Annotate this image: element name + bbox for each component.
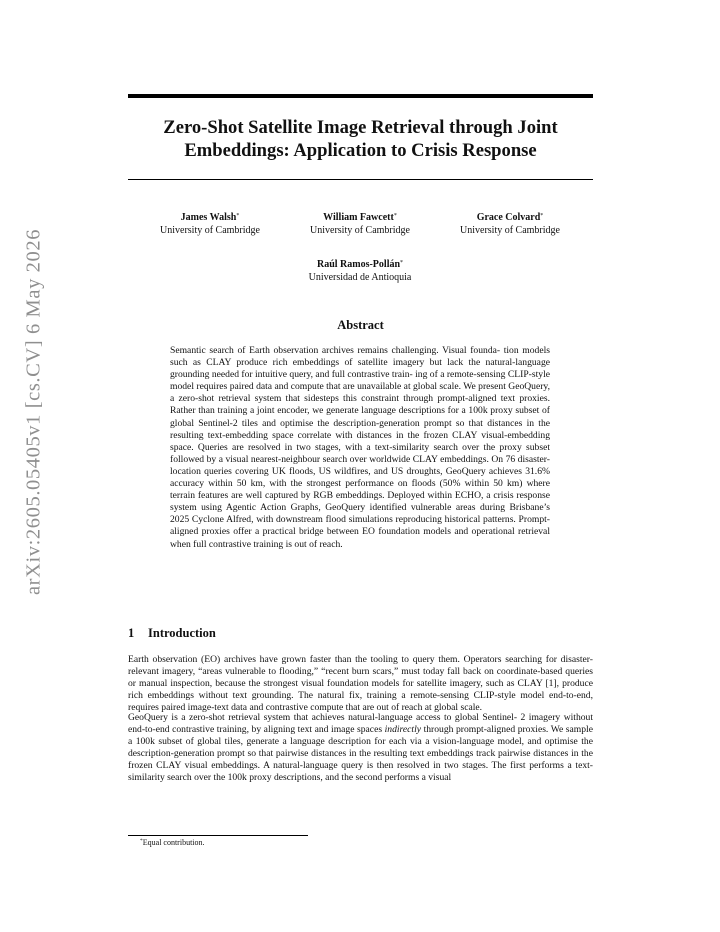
abstract-line: worldwide CLAY embeddings. On 76 disaster-location queries covering UK floods, [170, 453, 550, 477]
paragraph-line: on coordinate-based queries or manual inspection, because the strongest visual foundation models for [128, 666, 594, 690]
abstract-line: Sentinel-2 tiles and optimise the description-generation prompt so that distances in [198, 417, 535, 429]
equal-contribution-mark: * [236, 213, 240, 219]
author-name: Raúl Ramos-Pollán [316, 259, 401, 270]
abstract-line: joint encoder, we generate language descriptions for a 100k proxy subset of global [170, 405, 551, 429]
paragraph-line: CLAY visual embeddings. A natural-language query is then resolved in two stages. The first [156, 760, 526, 772]
paragraph-line: fix, training a remote-sensing CLIP-style model end-to-end, requires paired image-text data and [128, 690, 593, 714]
section-number: 1 [128, 626, 135, 640]
abstract-line: sidesteps this constraint through prompt-aligned text proxies. Rather than training a [170, 393, 550, 417]
abstract-line: the resulting text-embedding space correlate with distances in the frozen CLAY [170, 417, 551, 441]
footnote-mark: * [140, 838, 143, 844]
author-affiliation: University of Cambridge [160, 224, 260, 236]
abstract-text [170, 345, 550, 551]
paragraph-line: Earth observation (EO) archives have grown faster than the tooling to query them. Operators searching [128, 654, 542, 665]
equal-contribution-mark: * [400, 260, 404, 266]
abstract-line: ing of a remote-sensing CLIP-style model requires paired data and compute that are [170, 369, 550, 393]
arxiv-stamp-text: arXiv:2605.05405v1 [cs.CV] 6 May 2026 [22, 228, 45, 596]
abstract-line: foundation models and operational retrieval when full contrastive training is out of [170, 526, 550, 550]
equal-contribution-mark: * [393, 213, 397, 219]
paragraph-line: for disaster-relevant imagery, “areas vulnerable to flooding,” “recent burn scars,” must today fall back [128, 654, 593, 678]
author-affiliation: University of Cambridge [460, 224, 560, 236]
abstract-line: are well captured by RGB embeddings. Deployed within ECHO, a crisis response [231, 490, 550, 502]
author-1 [135, 210, 285, 237]
paragraph-line: through prompt-aligned proxies. We sample a 100k subset of global tiles, generate a language [128, 724, 593, 748]
paragraph-line: contrastive compute that are out of reach at global scale. [265, 702, 483, 714]
author-2 [285, 210, 435, 237]
abstract-line: tion models such as CLAY produce rich embeddings of satellite imagery but lack [170, 345, 550, 369]
paragraph-line: so that pairwise distances in the resulting text embeddings track pairwise distances in the frozen [128, 748, 593, 772]
author-name: William Fawcett [323, 212, 394, 223]
abstract-line: system using Agentic Action Graphs, GeoQuery identified vulnerable areas during [170, 502, 506, 514]
footnote-rule [128, 835, 308, 836]
abstract-line: visual-embedding space. Queries are resolved in two stages, with a text-similarity [170, 429, 550, 453]
abstract-line: Brisbane’s 2025 Cyclone Alfred, with downstream flood simulations reproducing [170, 502, 551, 526]
title-top-rule [128, 94, 593, 98]
paragraph-line: performs a text-similarity search over the 100k proxy descriptions, and the second performs a visual [128, 760, 593, 784]
author-4 [285, 257, 435, 284]
abstract-line: unavailable at global scale. We present GeoQuery, a zero-shot retrieval system that [170, 381, 550, 405]
title-line-2: Embeddings: Application to Crisis Response [184, 140, 537, 161]
arxiv-identifier-stamp [14, 172, 54, 652]
author-name: James Walsh [180, 212, 237, 223]
introduction-paragraph-2 [128, 712, 593, 785]
title-bottom-rule [128, 179, 593, 180]
emphasis-indirectly: indirectly [384, 724, 422, 736]
author-affiliation: University of Cambridge [310, 224, 410, 236]
abstract-line: historical patterns. Prompt-aligned proxies offer a practical bridge between EO [170, 514, 550, 538]
paragraph-line: description for each via a vision-language model, and optimise the description-generation prompt [128, 736, 593, 760]
abstract-line: reach. [319, 538, 343, 550]
section-title: Introduction [148, 626, 216, 640]
title-line-1: Zero-Shot Satellite Image Retrieval through Joint [163, 117, 558, 138]
abstract-heading: Abstract [337, 318, 384, 332]
author-name: Grace Colvard [476, 212, 541, 223]
paragraph-line: 2 imagery without end-to-end contrastive training, by aligning text and image spaces [128, 712, 594, 736]
abstract-line: search over the proxy subset followed by a visual nearest-neighbour search over [170, 441, 550, 465]
section-heading-introduction [128, 626, 216, 641]
paragraph-line: satellite imagery, such as CLAY [1], produce rich embeddings without text grounding. The natural [128, 678, 593, 702]
abstract-line: US wildfires, and US droughts, GeoQuery achieves 31.6% accuracy within 50 km, [170, 465, 550, 490]
paragraph-line: GeoQuery is a zero-shot retrieval system that achieves natural-language access to global Sentinel- [128, 712, 518, 723]
author-affiliation: Universidad de Antioquia [308, 271, 412, 283]
footnote-text: Equal contribution. [142, 838, 205, 847]
footnote [140, 838, 205, 847]
equal-contribution-mark: * [540, 213, 544, 219]
introduction-paragraph-1 [128, 654, 593, 714]
paper-title [128, 116, 593, 162]
author-3 [435, 210, 585, 237]
abstract-line: with the strongest performance on floods (50% within 50 km) where terrain features [170, 478, 551, 502]
abstract-line: the natural-language grounding needed for intuitive query, and full contrastive train- [170, 357, 551, 381]
abstract-line: Semantic search of Earth observation archives remains challenging. Visual founda- [170, 345, 501, 356]
